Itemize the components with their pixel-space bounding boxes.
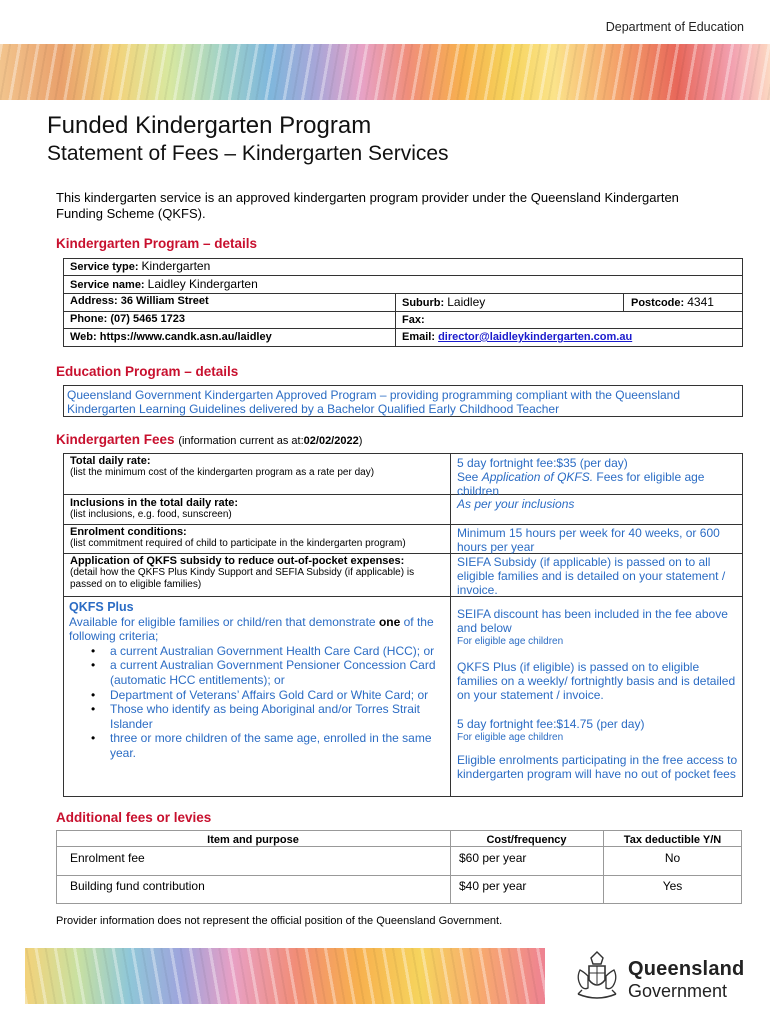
- seifa-text: SEIFA discount has been included in the fee above and below: [457, 607, 728, 635]
- qkfs-plus-intro: Available for eligible families or child/ren that demonstrate one of the following criteria;: [69, 614, 434, 644]
- crest-icon: [572, 950, 622, 1004]
- fortnight-fee: 5 day fortnight fee:$14.75 (per day): [457, 717, 645, 731]
- application-cell: [66, 554, 446, 592]
- service-name-row: [66, 276, 262, 294]
- program-details-heading: Kindergarten Program – details: [56, 236, 258, 251]
- column-header-tax: Tax deductible Y/N: [623, 834, 722, 846]
- fortnight-note: For eligible age children: [457, 732, 564, 743]
- list-item: • a current Australian Government Pensioner Concession Card (automatic HCC entitlements); or: [91, 658, 444, 687]
- postcode-value: 4341: [687, 295, 714, 309]
- column-header-cost: Cost/frequency: [486, 834, 567, 846]
- total-daily-label: Total daily rate:: [70, 455, 151, 467]
- address-value: 36 William Street: [120, 295, 209, 307]
- web-label: Web:: [70, 331, 97, 343]
- enrolment-label: Enrolment conditions:: [70, 526, 187, 538]
- phone-value: (07) 5465 1723: [110, 313, 185, 325]
- seifa-block: [457, 607, 739, 649]
- top-banner: [0, 44, 770, 100]
- list-item: • Department of Veterans’ Affairs Gold Card or White Card; or: [91, 688, 444, 703]
- department-label: Department of Education: [605, 20, 744, 34]
- total-daily-value: 5 day fortnight fee:$35 (per day) See Application of QKFS. Fees for eligible age children: [457, 456, 705, 498]
- address-label: Address:: [70, 295, 118, 307]
- application-hint: (detail how the QKFS Plus Kindy Support and SEFIA Subsidy (if applicable) is passed on to eligible families): [70, 567, 415, 590]
- fortnight-fee-block: [457, 717, 739, 745]
- email-label: Email:: [402, 331, 436, 343]
- service-type-value: Kindergarten: [141, 259, 211, 273]
- item-cell: Building fund contribution: [70, 879, 205, 893]
- enrolment-hint: (list commitment required of child to participate in the kindergarten program): [70, 538, 406, 549]
- phone-label: Phone:: [70, 313, 108, 325]
- suburb-value: Laidley: [447, 295, 486, 309]
- footer-note: Provider information does not represent the official position of the Queensland Government.: [56, 915, 503, 927]
- total-daily-cell: [66, 454, 446, 480]
- education-details-text: Queensland Government Kindergarten Approved Program – providing programming compliant with the Queensland Kindergarten Learning Guidelines delivered by a Bachelor Qualified Early Childhood Teacher: [67, 388, 681, 416]
- page-subtitle: Statement of Fees – Kindergarten Services: [47, 142, 449, 165]
- postcode-cell: [627, 294, 718, 312]
- qkfs-plus-text: QKFS Plus (if eligible) is passed on to eligible families on a weekly/ fortnightly basis and is detailed on your statement / invoice.: [457, 660, 736, 702]
- logo-name: Queensland: [628, 958, 745, 980]
- web-row: [66, 329, 276, 346]
- intro-text: This kindergarten service is an approved kindergarten program provider under the Queensland Kindergarten Funding Scheme (QKFS).: [56, 190, 679, 221]
- list-item: • three or more children of the same age, enrolled in the same year.: [91, 731, 444, 760]
- free-access-text: Eligible enrolments participating in the free access to kindergarten program will have no out of pocket fees: [457, 753, 738, 781]
- address-row: [66, 293, 213, 310]
- queensland-government-logo: [572, 950, 752, 1006]
- application-label: Application of QKFS subsidy to reduce out-of-pocket expenses:: [70, 555, 405, 567]
- page-title: Funded Kindergarten Program: [47, 112, 372, 139]
- service-name-label: Service name:: [70, 279, 145, 291]
- total-daily-hint: (list the minimum cost of the kindergarten program as a rate per day): [70, 467, 375, 478]
- seifa-note: For eligible age children: [457, 636, 564, 647]
- fees-date-note: (information current as at:02/02/2022): [178, 435, 363, 447]
- service-name-value: Laidley Kindergarten: [147, 277, 258, 291]
- suburb-label: Suburb:: [402, 297, 445, 309]
- inclusions-value: As per your inclusions: [457, 497, 575, 511]
- postcode-label: Postcode:: [631, 297, 685, 309]
- qkfs-plus-block: [69, 600, 444, 761]
- fees-date: 02/02/2022: [303, 435, 359, 447]
- enrolment-cell: [66, 525, 446, 551]
- fax-cell: [398, 311, 429, 329]
- cost-cell: $40 per year: [459, 879, 527, 893]
- inclusions-cell: [66, 496, 446, 522]
- fax-label: Fax:: [402, 314, 425, 326]
- inclusions-hint: (list inclusions, e.g. food, sunscreen): [70, 509, 232, 520]
- qkfs-criteria-list: [91, 644, 444, 761]
- tax-cell: Yes: [662, 879, 683, 893]
- bottom-banner: [25, 948, 545, 1004]
- list-item: • Those who identify as being Aboriginal and/or Torres Strait Islander: [91, 702, 444, 731]
- fees-heading: [56, 432, 362, 447]
- education-details-heading: Education Program – details: [56, 364, 239, 379]
- web-value[interactable]: https://www.candk.asn.au/laidley: [99, 331, 272, 343]
- column-header-item: Item and purpose: [207, 834, 299, 846]
- phone-row: [66, 311, 189, 328]
- list-item: • a current Australian Government Health Care Card (HCC); or: [91, 644, 444, 659]
- suburb-cell: [398, 294, 489, 312]
- tax-cell: No: [664, 851, 681, 865]
- additional-fees-heading: Additional fees or levies: [56, 810, 212, 825]
- cost-cell: $60 per year: [459, 851, 527, 865]
- service-type-label: Service type:: [70, 261, 139, 273]
- item-cell: Enrolment fee: [70, 851, 145, 865]
- qkfs-plus-heading: QKFS Plus: [69, 600, 134, 614]
- logo-gov: Government: [628, 981, 728, 1001]
- enrolment-value: Minimum 15 hours per week for 40 weeks, or 600 hours per year: [457, 526, 720, 554]
- service-type-row: [66, 258, 214, 276]
- inclusions-label: Inclusions in the total daily rate:: [70, 497, 239, 509]
- email-cell: [398, 329, 636, 346]
- application-value: SIEFA Subsidy (if applicable) is passed on to all eligible families and is detailed on your statement / invoice.: [457, 555, 726, 597]
- email-link[interactable]: director@laidleykindergarten.com.au: [438, 331, 633, 343]
- fees-heading-text: Kindergarten Fees: [56, 432, 175, 447]
